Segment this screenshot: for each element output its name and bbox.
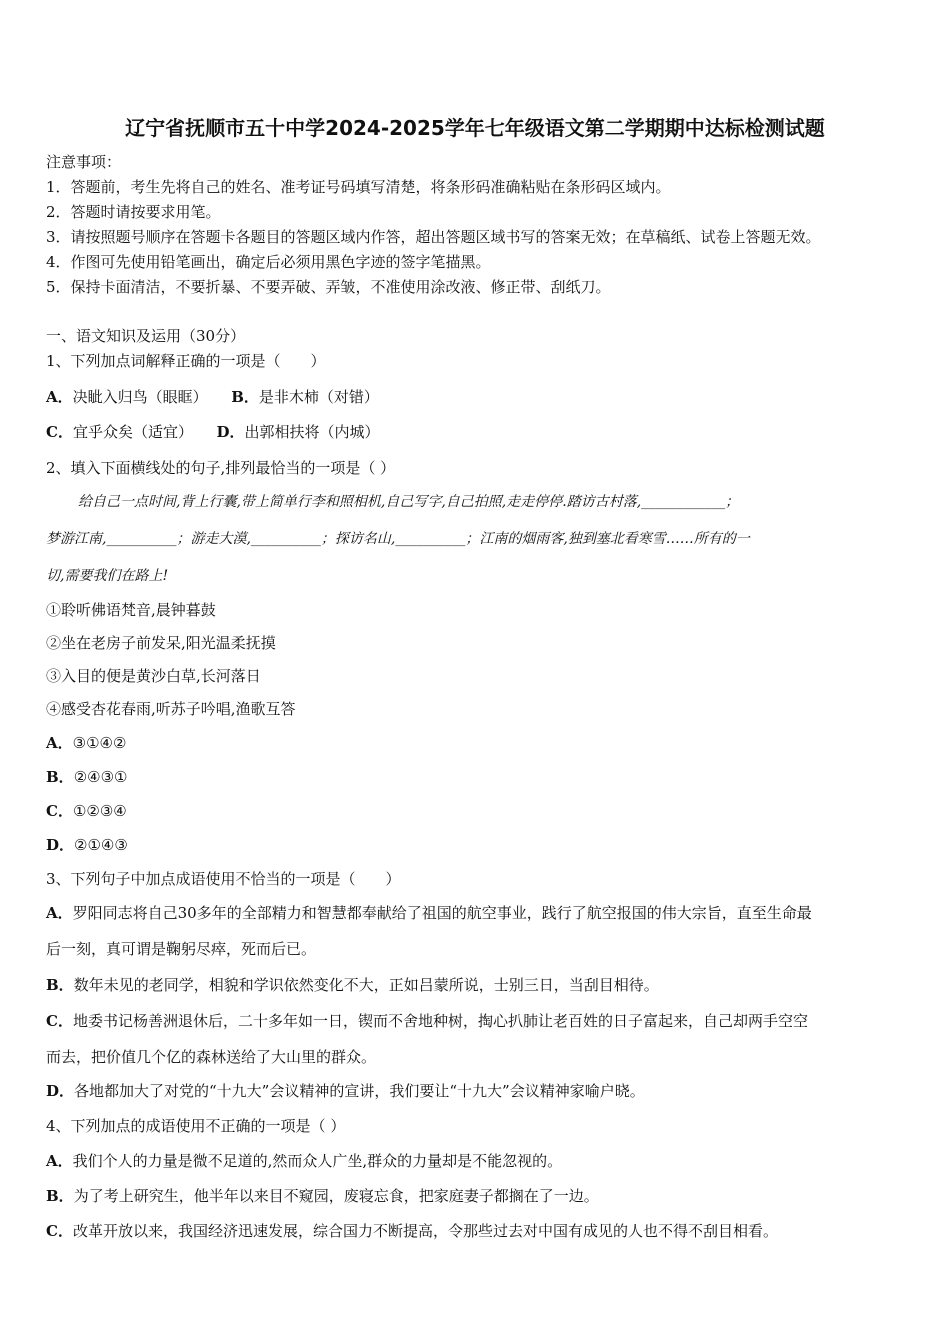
question-2-sentence: ③入目的便是黄沙白草,长河落日 [46, 667, 261, 685]
option-label: D． [46, 1082, 75, 1100]
question-2-stem: 2、填入下面横线处的句子,排列最恰当的一项是（ ） [46, 459, 396, 477]
question-4-stem: 4、下列加点的成语使用不正确的一项是（ ） [46, 1117, 346, 1135]
notice-item: 3．请按照题号顺序在答题卡各题目的答题区域内作答，超出答题区域书写的答案无效；在草稿纸、试卷上答题无效。 [46, 228, 821, 246]
question-1-options-row-2 [46, 422, 380, 442]
question-2-option [46, 801, 127, 821]
option-label: A． [46, 734, 73, 752]
question-2-sentence: ①聆听佛语梵音,晨钟暮鼓 [46, 601, 216, 619]
notice-item: 2．答题时请按要求用笔。 [46, 203, 221, 221]
question-2-sentence: ④感受杏花春雨,听苏子吟唱,渔歌互答 [46, 700, 296, 718]
question-4-option-b [46, 1186, 599, 1206]
question-1-options-row-1 [46, 387, 379, 407]
option-label: C． [46, 1012, 73, 1030]
option-label: D． [46, 836, 75, 854]
option-text: 是非木柿（对错） [258, 388, 379, 406]
question-2-passage: 切,需要我们在路上! [46, 568, 169, 584]
option-label: B． [231, 388, 259, 406]
question-3-option-b [46, 975, 659, 995]
option-text: 各地都加大了对党的“十九大”会议精神的宣讲，我们要让“十九大”会议精神家喻户晓。 [74, 1082, 645, 1100]
option-label: A． [46, 1152, 73, 1170]
option-text: ②④③① [73, 768, 128, 786]
option-text: 宜乎众矣（适宜） [72, 423, 193, 441]
option-text: ②①④③ [74, 836, 128, 854]
option-text: 地委书记杨善洲退休后，二十多年如一日，锲而不舍地种树，掏心扒肺让老百姓的日子富起来，自己却两手空空 [72, 1012, 808, 1030]
question-4-option-c [46, 1221, 778, 1241]
notice-heading: 注意事项： [46, 153, 122, 171]
option-label: A． [46, 388, 73, 406]
question-1-stem: 1、下列加点词解释正确的一项是（ ） [46, 352, 326, 370]
option-label: B． [46, 1187, 74, 1205]
notice-item: 5．保持卡面清洁，不要折暴、不要弄破、弄皱，不准使用涂改液、修正带、刮纸刀。 [46, 278, 611, 296]
option-label: D． [216, 423, 245, 441]
option-text: 数年未见的老同学，相貌和学识依然变化不大，正如吕蒙所说，士别三日，当刮目相待。 [73, 976, 659, 994]
question-2-option [46, 835, 128, 855]
option-text: 我们个人的力量是微不足道的,然而众人广坐,群众的力量却是不能忽视的。 [72, 1152, 563, 1170]
option-text: 出郭相扶将（内城） [244, 423, 380, 441]
option-text: ③①④② [72, 734, 127, 752]
question-3-option-a [46, 903, 812, 923]
option-text: 决眦入归鸟（眼眶） [72, 388, 208, 406]
option-label: C． [46, 423, 73, 441]
option-label: C． [46, 802, 73, 820]
option-text: 改革开放以来，我国经济迅速发展，综合国力不断提高，令那些过去对中国有成见的人也不得不刮目相看。 [72, 1222, 778, 1240]
question-4-option-a [46, 1151, 562, 1171]
option-text: ①②③④ [72, 802, 127, 820]
question-2-option [46, 733, 126, 753]
question-2-option [46, 767, 127, 787]
question-2-sentence: ②坐在老房子前发呆,阳光温柔抚摸 [46, 634, 276, 652]
question-3-option-d [46, 1081, 645, 1101]
option-text: 罗阳同志将自己30多年的全部精力和智慧都奉献给了祖国的航空事业，践行了航空报国的伟大宗旨，直至生命最 [72, 904, 812, 922]
question-2-passage: 梦游江南,__________；游走大漠,__________；探访名山,__________；江南的烟雨客,独到塞北看寒雪……所有的一 [46, 531, 750, 547]
option-label: C． [46, 1222, 73, 1240]
question-2-passage: 给自己一点时间,背上行囊,带上简单行李和照相机,自己写字,自己拍照,走走停停.踏访古村落,____________； [78, 494, 740, 510]
notice-item: 1．答题前，考生先将自己的姓名、准考证号码填写清楚，将条形码准确粘贴在条形码区域内。 [46, 178, 671, 196]
question-3-option-c [46, 1011, 808, 1031]
notice-item: 4．作图可先使用铅笔画出，确定后必须用黑色字迹的签字笔描黑。 [46, 253, 491, 271]
option-label: A． [46, 904, 73, 922]
option-text: 为了考上研究生，他半年以来目不窥园，废寝忘食，把家庭妻子都搁在了一边。 [73, 1187, 599, 1205]
section-heading: 一、语文知识及运用（30分） [46, 327, 246, 345]
option-label: B． [46, 768, 74, 786]
question-3-option-c-continued: 而去，把价值几个亿的森林送给了大山里的群众。 [46, 1048, 377, 1066]
page-title: 辽宁省抚顺市五十中学2024-2025学年七年级语文第二学期期中达标检测试题 [125, 116, 825, 140]
question-3-option-a-continued: 后一刻，真可谓是鞠躬尽瘁，死而后已。 [46, 940, 317, 958]
question-3-stem: 3、下列句子中加点成语使用不恰当的一项是（ ） [46, 870, 401, 888]
option-label: B． [46, 976, 74, 994]
